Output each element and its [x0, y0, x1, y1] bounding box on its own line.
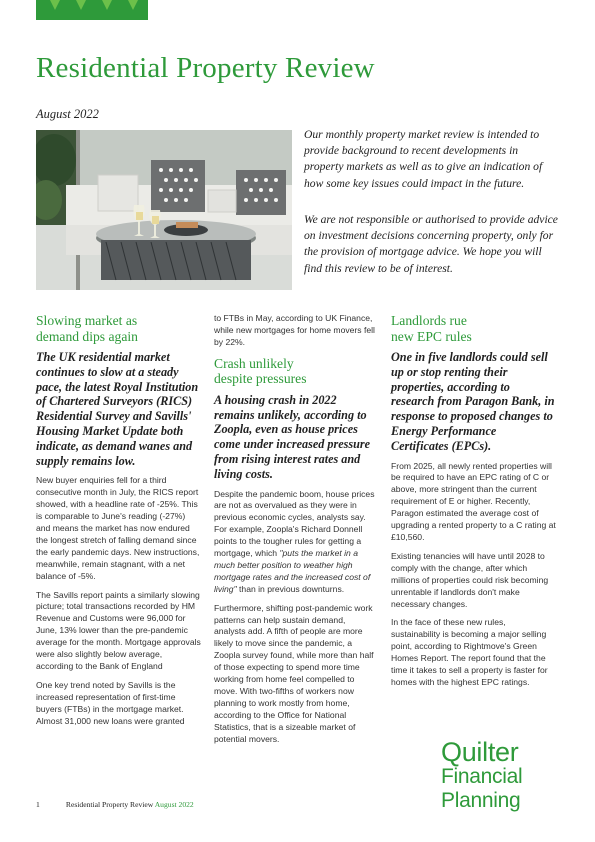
page-title: Residential Property Review	[36, 52, 375, 84]
section-heading-landlords	[391, 313, 556, 344]
column-3	[391, 313, 556, 696]
section-lead: A housing crash in 2022 remains unlikely, according to Zoopla, even as house prices come under increased pressure from rising interest rates and living costs.	[214, 392, 371, 481]
body-paragraph-continued: to FTBs in May, according to UK Finance, while new mortgages for home movers fell by 22%.	[214, 313, 375, 347]
body-paragraph: The Savills report paints a similarly slowing picture; total transactions recorded by HM Revenue and Customs were 96,000 for June, 13% lower than the pre-pandemic average for the month. Mortgage approvals were also slightly below average, according to the Bank of England	[36, 589, 201, 671]
heading-line-2: demand dips again	[36, 328, 138, 344]
body-paragraph: In the face of these new rules, sustainability is becoming a major selling point, according to Rightmove's Green Homes Report. The report found that the time it takes to sell a property is faster for homes with the highest EPC ratings.	[391, 617, 548, 687]
patio-photo	[36, 130, 292, 290]
heading-line-2: new EPC rules	[391, 328, 472, 344]
patio-photo-icon	[36, 130, 292, 290]
body-text: Despite the pandemic boom, house prices are not as overvalued as they were in previous economic cycles, analysts say. For example, Zoopla's Richard Donnell points to the tougher rules for getting a mortgage, which	[214, 488, 375, 559]
column-1	[36, 313, 201, 735]
body-paragraph: One key trend noted by Savills is the increased representation of first-time buyers (FTBs) in the mortgage market. Almost 31,000 new loans were granted	[36, 679, 185, 726]
chevron-pattern-icon	[36, 0, 148, 20]
logo-line-2: Financial	[441, 765, 523, 788]
body-text: than in previous downturns.	[236, 583, 345, 594]
body-paragraph: Existing tenancies will have until 2028 to comply with the change, after which millions of properties could risk becoming unrentable if landlords don't make necessary changes.	[391, 550, 549, 609]
section-lead: One in five landlords could sell up or stop renting their properties, according to research from Paragon Bank, in response to proposed changes to Energy Performance Certificates (EPCs).	[391, 350, 555, 453]
page-footer	[36, 800, 194, 809]
heading-line-1: Crash unlikely	[214, 355, 294, 371]
intro-paragraph-2: We are not responsible or authorised to provide advice on investment decisions concerning property, only for the provision of mortgage advice. We hope you will find this review to be of interest.	[304, 213, 558, 275]
body-paragraph: From 2025, all newly rented properties will be required to have an EPC rating of C or above, more stringent than the current requirement of E or higher. Recently, Paragon estimated the average cost of upgrading a rented property to a C rating at £10,560.	[391, 460, 556, 543]
body-paragraph: Furthermore, shifting post-pandemic work patterns can help sustain demand, analysts add. A fifth of people are more likely to move since the pandemic, a Zoopla survey found, while more than half of those expecting to spend more time working from home feel compelled to move. With two-fifths of workers now planning to work mostly from home, according to the Office for National Statistics, that is a sizeable market of potential movers.	[214, 602, 374, 744]
intro-paragraph-1: Our monthly property market review is intended to provide background to recent developments in property markets as well as to give an indication of how some key issues could impact in the future.	[304, 128, 543, 190]
section-heading-crash-unlikely	[214, 356, 379, 387]
footer-label: Residential Property Review	[65, 800, 154, 809]
section-lead: The UK residential market continues to slow at a steady pace, the latest Royal Institution of Chartered Surveyors (RICS) Residential Survey and Savills' Housing Market Update both indicate, as demand wanes and supply remains low.	[36, 350, 199, 468]
body-paragraph	[214, 489, 379, 596]
quote-text: "puts the market in a much better position to weather high mortgage rates and the increased cost of living"	[214, 548, 371, 594]
logo-line-1: Quilter	[441, 737, 519, 767]
heading-line-2: despite pressures	[214, 371, 307, 387]
logo-line-3: Planning	[441, 789, 521, 812]
quilter-logo	[441, 737, 523, 813]
section-heading-slowing-market	[36, 313, 201, 344]
heading-line-1: Slowing market as	[36, 313, 138, 328]
footer-date: August 2022	[154, 800, 194, 809]
header-banner	[36, 0, 148, 20]
page-number: 1	[36, 800, 40, 809]
issue-date: August 2022	[36, 107, 99, 121]
column-2	[214, 313, 379, 753]
heading-line-1: Landlords rue	[391, 313, 467, 328]
body-paragraph: New buyer enquiries fell for a third consecutive month in July, the RICS report showed, with a headline rate of -25%. This is comparable to June's reading (-27%) and means the market has now endured the longest stretch of falling demand since the early pandemic days. New instructions, meanwhile, remain stagnant, with a net balance of -5%.	[36, 475, 200, 581]
